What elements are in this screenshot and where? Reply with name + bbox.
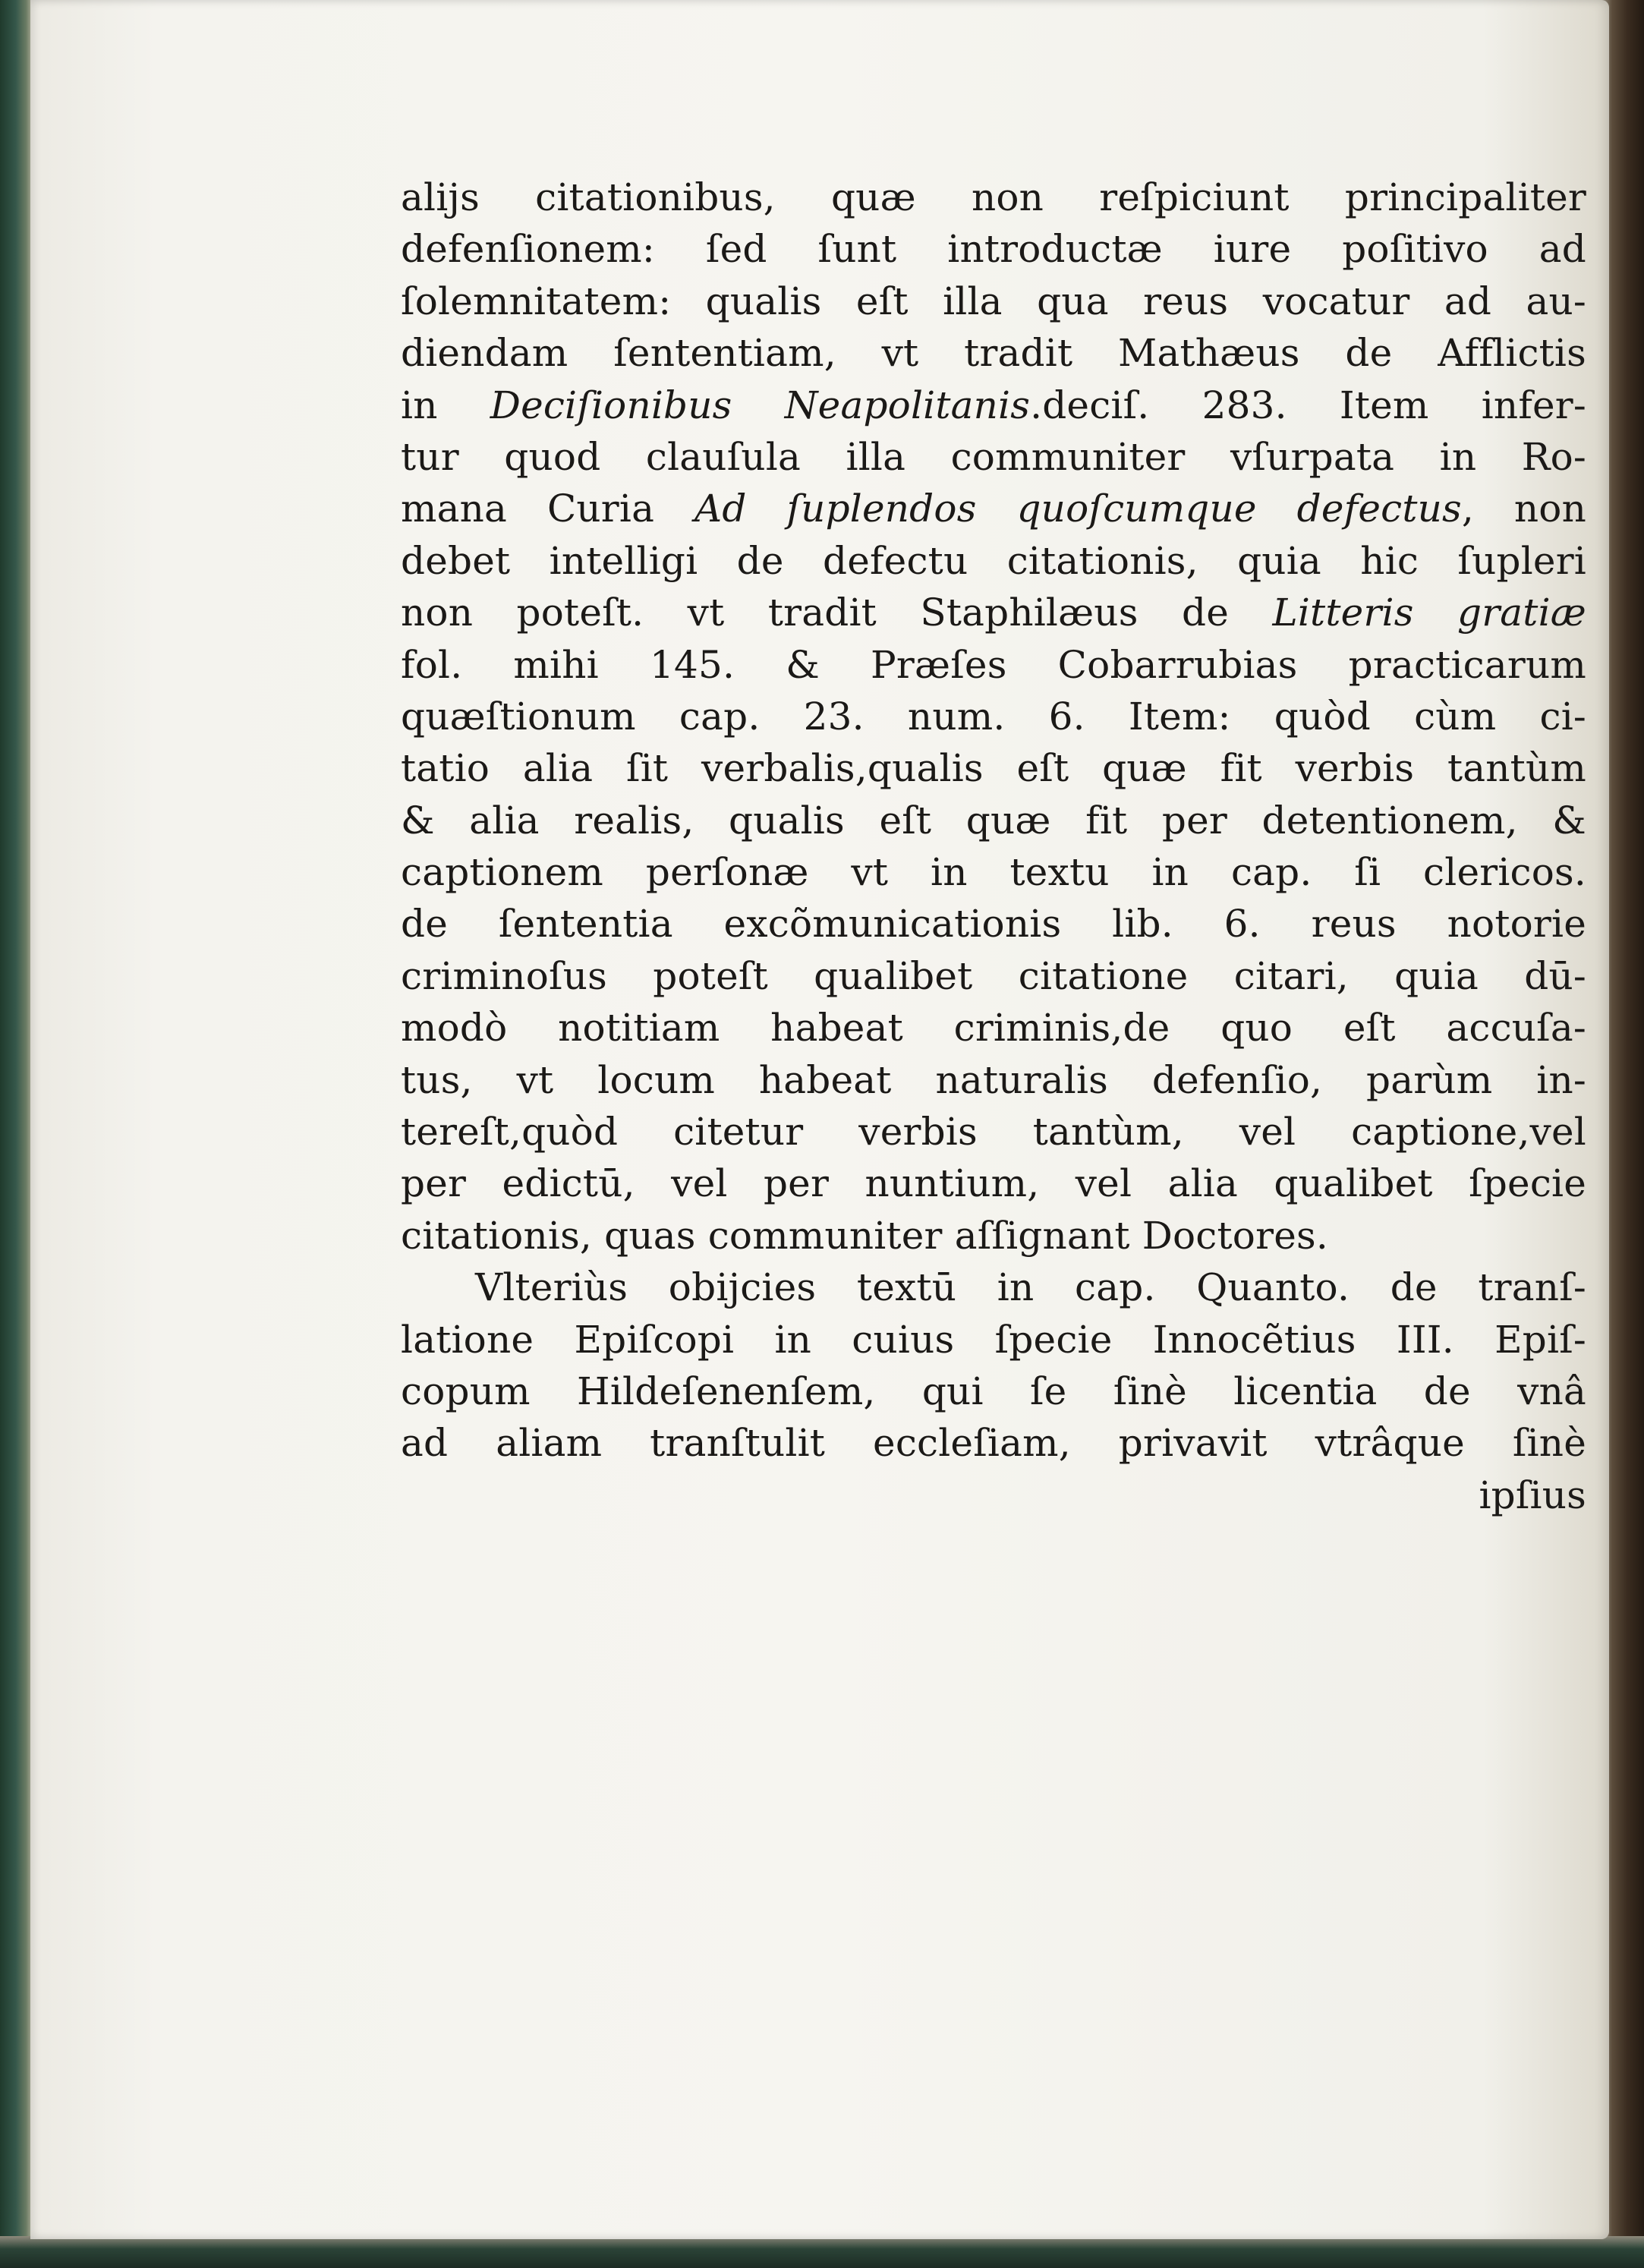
text-line: modò notitiam habeat criminis,de quo eſt accuſa- [401, 1006, 1586, 1051]
text-line: tereſt,quòd citetur verbis tantùm, vel captione,vel [401, 1110, 1586, 1154]
text-line: per edictū, vel per nuntium, vel alia qualibet ſpecie [401, 1161, 1586, 1206]
text-line: quæſtionum cap. 23. num. 6. Item: quòd cùm ci- [401, 694, 1586, 739]
italic-phrase: Ad ſuplendos quoſcumque defectus [694, 487, 1462, 531]
text-line: non poteſt. vt tradit Staphilæus de Litteris gratiæ [401, 591, 1586, 635]
text-line: alijs citationibus, quæ non reſpiciunt principaliter [401, 175, 1586, 219]
text-line: tur quod clauſula illa communiter vſurpata in Ro- [401, 434, 1586, 479]
book-page [30, 0, 1609, 2239]
text-line: captionem perſonæ vt in textu in cap. ſi clericos. [401, 850, 1586, 895]
text-line: Vlteriùs obijcies textū in cap. Quanto. de tranſ- [475, 1265, 1586, 1310]
text-line: mana Curia Ad ſuplendos quoſcumque defectus, non [401, 487, 1586, 531]
book-bottom-edge [0, 2236, 1644, 2268]
text-line: tatio alia ſit verbalis,qualis eſt quæ fit verbis tantùm [401, 746, 1586, 791]
catchword: ipſius [1479, 1473, 1586, 1517]
text-line: latione Epiſcopi in cuius ſpecie Innocẽtius III. Epiſ- [401, 1317, 1586, 1362]
text-line: criminoſus poteſt qualibet citatione citari, quia dū- [401, 953, 1586, 998]
text-line: copum Hildeſenenſem, qui ſe ſinè licentia de vnâ [401, 1369, 1586, 1413]
italic-title: Deciſionibus Neapolitanis [490, 383, 1031, 427]
text-line: fol. mihi 145. & Præſes Cobarrubias practicarum [401, 642, 1586, 687]
text-line: citationis, quas communiter aſſignant Doctores. [401, 1213, 1328, 1258]
text-line: debet intelligi de defectu citationis, quia hic ſupleri [401, 538, 1586, 583]
text-line: de ſententia excõmunicationis lib. 6. reus notorie [401, 902, 1586, 947]
italic-title: Litteris gratiæ [1272, 591, 1586, 635]
text-line: ad aliam tranſtulit eccleſiam, privavit vtrâque ſinè [401, 1421, 1586, 1466]
text-line: ſolemnitatem: qualis eſt illa qua reus vocatur ad au- [401, 279, 1586, 323]
text-line: in Deciſionibus Neapolitanis.deciſ. 283. Item infer- [401, 383, 1586, 427]
text-line: tus, vt locum habeat naturalis defenſio, parùm in- [401, 1057, 1586, 1102]
text-line: diendam ſententiam, vt tradit Mathæus de Afflictis [401, 331, 1586, 376]
text-line: & alia realis, qualis eſt quæ fit per detentionem, & [401, 798, 1586, 843]
page-text-block [401, 172, 1586, 1521]
text-line: defenſionem: ſed ſunt introductæ iure poſitivo ad [401, 227, 1586, 272]
